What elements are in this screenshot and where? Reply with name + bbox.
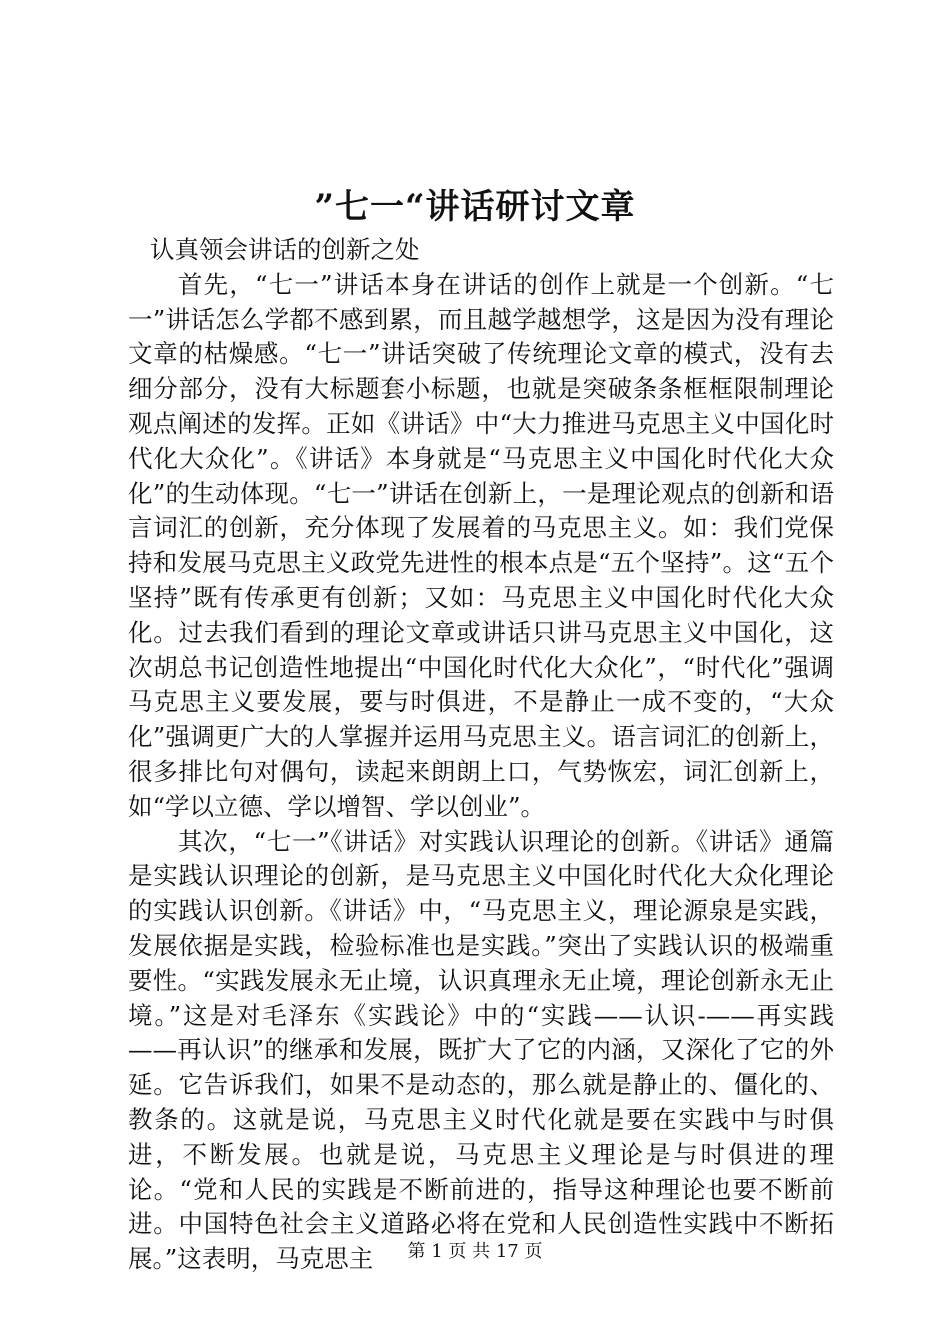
document-body [128, 233, 834, 1277]
paragraph-2: 其次，“七一”《讲话》对实践认识理论的创新。《讲话》通篇是实践认识理论的创新，是马克思主义中国化时代化大众化理论的实践认识创新。《讲话》中，“马克思主义，理论源泉是实践，发展依据是实践，检验标准也是实践。”突出了实践认识的极端重要性。“实践发展永无止境，认识真理永无止境，理论创新永无止境。”这是对毛泽东《实践论》中的“实践——认识-——再实践——再认识”的继承和发展，既扩大了它的内涵，又深化了它的外延。它告诉我们，如果不是动态的，那么就是静止的、僵化的、教条的。这就是说，马克思主义时代化就是要在实践中与时俱进，不断发展。也就是说，马克思主义理论是与时俱进的理论。“党和人民的实践是不断前进的，指导这种理论也要不断前进。中国特色社会主义道路必将在党和人民创造性实践中不断拓展。”这表明，马克思主 [128, 826, 834, 1274]
document-title: ”七一“讲话研讨文章 [314, 187, 636, 227]
page-footer: 第 1 页 共 17 页 [407, 1241, 543, 1262]
paragraph-1: 首先，“七一”讲话本身在讲话的创作上就是一个创新。“七一”讲话怎么学都不感到累，而且越学越想学，这是因为没有理论文章的枯燥感。“七一”讲话突破了传统理论文章的模式，没有去细分部分，没有大标题套小标题，也就是突破条条框框限制理论观点阐述的发挥。正如《讲话》中“大力推进马克思主义中国化时代化大众化”。《讲话》本身就是“马克思主义中国化时代化大众化”的生动体现。“七一”讲话在创新上，一是理论观点的创新和语言词汇的创新，充分体现了发展着的马克思主义。如：我们党保持和发展马克思主义政党先进性的根本点是“五个坚持”。这“五个坚持”既有传承更有创新；又如：马克思主义中国化时代化大众化。过去我们看到的理论文章或讲话只讲马克思主义中国化，这次胡总书记创造性地提出“中国化时代化大众化”，“时代化”强调马克思主义要发展，要与时俱进，不是静止一成不变的，“大众化”强调更广大的人掌握并运用马克思主义。语言词汇的创新上，很多排比句对偶句，读起来朗朗上口，气势恢宏，词汇创新上，如“学以立德、学以增智、学以创业”。 [128, 269, 834, 821]
section-heading: 认真领会讲话的创新之处 [150, 235, 420, 264]
